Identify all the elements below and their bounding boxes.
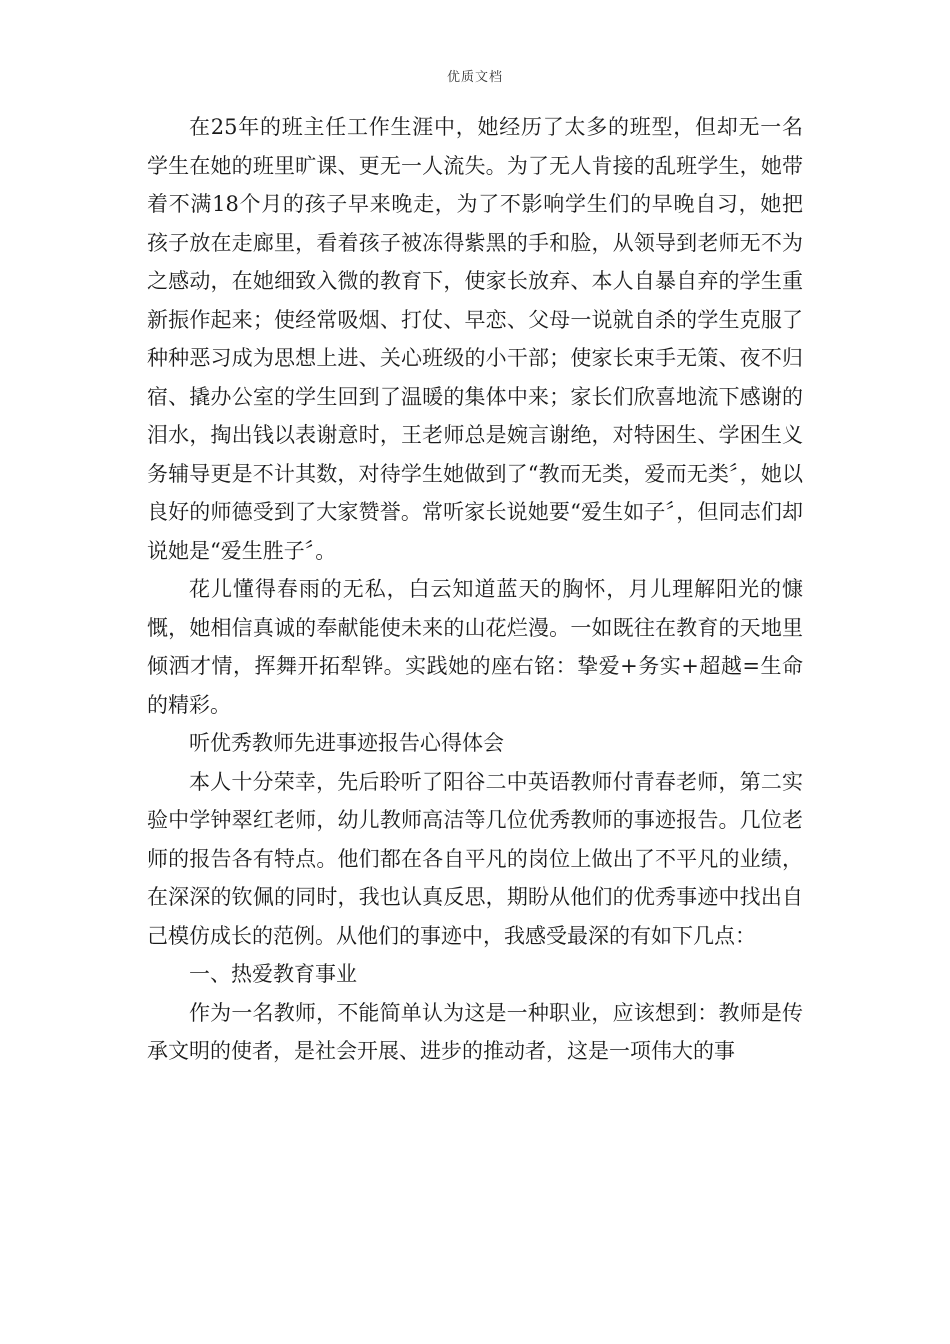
section-title: 听优秀教师先进事迹报告心得体会 [189,731,504,755]
subheading-love-education: 一、热爱教育事业 [189,962,357,986]
paragraph-report-intro: 本人十分荣幸，先后聆听了阳谷二中英语教师付青春老师，第二实验中学钟翠红老师，幼儿教师高洁等几位优秀教师的事迹报告。几位老师的报告各有特点。他们都在各自平凡的岗位上做出了不平凡的业绩，在深深的钦佩的同时，我也认真反思，期盼从他们的优秀事迹中找出自己模仿成长的范例。从他们的事迹中，我感受最深的有如下几点： [147,769,803,948]
document-body [147,108,803,1071]
page-header: 优质文档 [446,70,503,85]
paragraph-teacher-career: 在25年的班主任工作生涯中，她经历了太多的班型，但却无一名学生在她的班里旷课、更无一人流失。为了无人肯接的乱班学生，她带着不满18个月的孩子早来晚走，为了不影响学生们的早晚自习，她把孩子放在走廊里，看着孩子被冻得紫黑的手和脸，从领导到老师无不为之感动，在她细致入微的教育下，使家长放弃、本人自暴自弃的学生重新振作起来；使经常吸烟、打仗、早恋、父母一说就自杀的学生克服了种种恶习成为思想上进、关心班级的小干部；使家长束手无策、夜不归宿、撬办公室的学生回到了温暖的集体中来；家长们欣喜地流下感谢的泪水，掏出钱以表谢意时，王老师总是婉言谢绝，对特困生、学困生义务辅导更是不计其数，对待学生她做到了“教而无类，爱而无类〞，她以良好的师德受到了大家赞誉。常听家长说她要“爱生如子〞，但同志们却说她是“爱生胜子〞。 [147,115,803,563]
paragraph-dedication: 花儿懂得春雨的无私，白云知道蓝天的胸怀，月儿理解阳光的慷慨，她相信真诚的奉献能使未来的山花烂漫。一如既往在教育的天地里倾洒才情，挥舞开拓犁铧。实践她的座右铭：挚爱+务实+超越=生命的精彩。 [147,577,803,717]
paragraph-teacher-role: 作为一名教师，不能简单认为这是一种职业，应该想到：教师是传承文明的使者，是社会开展、进步的推动者，这是一项伟大的事 [147,1000,803,1063]
